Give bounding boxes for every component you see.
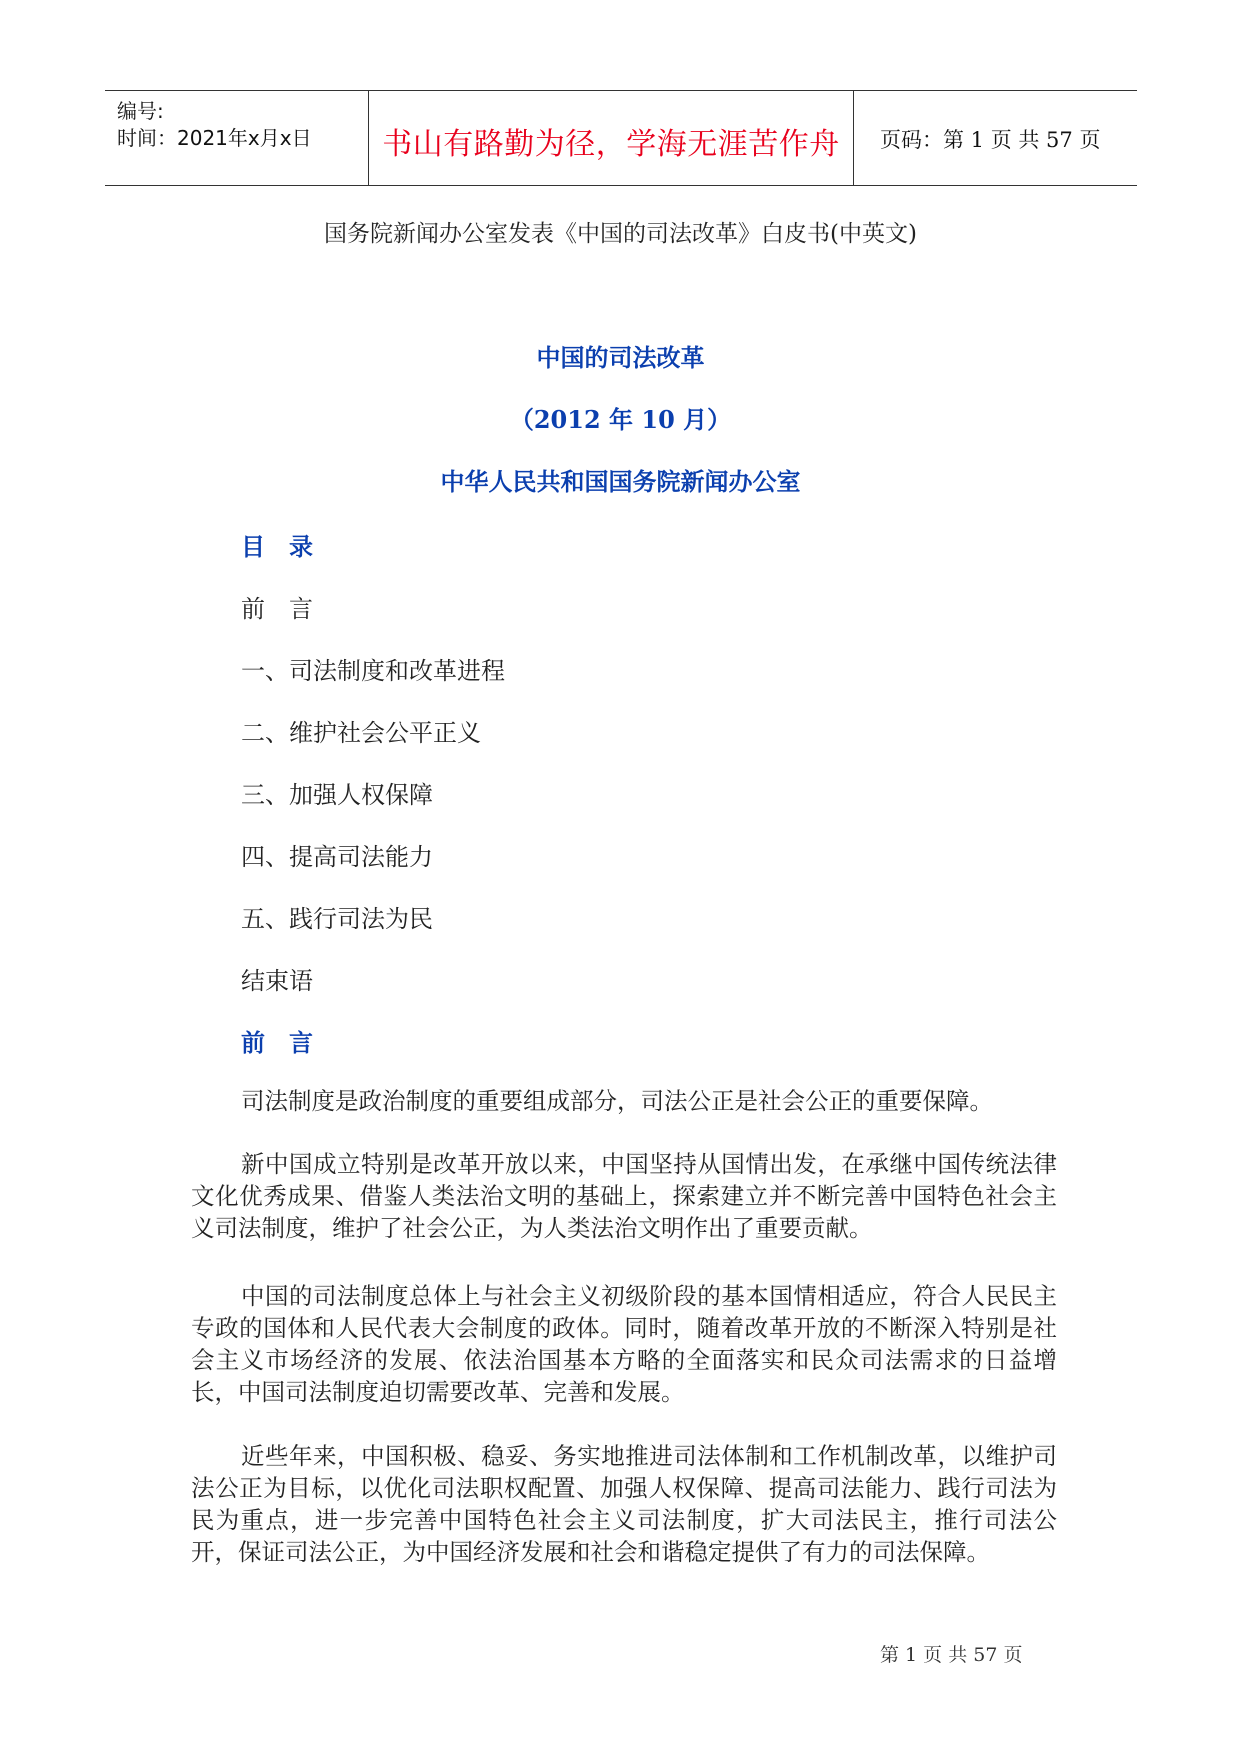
body-paragraph: 司法制度是政治制度的重要组成部分，司法公正是社会公正的重要保障。: [241, 1087, 993, 1115]
document-issuer: 中华人民共和国国务院新闻办公室: [440, 467, 801, 496]
toc-item: 结束语: [241, 967, 313, 995]
toc-item: 前 言: [241, 595, 313, 623]
header-meta-cell: [105, 91, 369, 185]
document-time-label: 时间：2021年x月x日: [117, 126, 312, 150]
header-motto: 书山有路勤为径，学海无涯苦作舟: [382, 127, 840, 162]
document-subtitle: 国务院新闻办公室发表《中国的司法改革》白皮书(中英文): [324, 221, 917, 247]
toc-heading: 目 录: [241, 532, 313, 561]
toc-item: 四、提高司法能力: [241, 843, 433, 871]
header-table: [105, 90, 1137, 186]
toc-item: 三、加强人权保障: [241, 781, 433, 809]
document-number-label: 编号:: [117, 99, 164, 123]
body-paragraph: 中国的司法制度总体上与社会主义初级阶段的基本国情相适应，符合人民民主专政的国体和人民代表大会制度的政体。同时，随着改革开放的不断深入特别是社会主义市场经济的发展、依法治国基本方略的全面落实和民众司法需求的日益增长，中国司法制度迫切需要改革、完善和发展。: [191, 1282, 1057, 1406]
document-title: 中国的司法改革: [536, 343, 705, 372]
header-page-number: 页码：第 1 页 共 57 页: [880, 128, 1101, 152]
toc-item: 五、践行司法为民: [241, 905, 433, 933]
toc-item: 一、司法制度和改革进程: [241, 657, 505, 685]
page-footer: 第 1 页 共 57 页: [880, 1644, 1023, 1666]
body-paragraph: 近些年来，中国积极、稳妥、务实地推进司法体制和工作机制改革，以维护司法公正为目标，以优化司法职权配置、加强人权保障、提高司法能力、践行司法为民为重点，进一步完善中国特色社会主义司法制度，扩大司法民主，推行司法公开，保证司法公正，为中国经济发展和社会和谐稳定提供了有力的司法保障。: [191, 1442, 1057, 1566]
header-page-cell: [854, 91, 1137, 185]
header-motto-cell: [369, 91, 854, 185]
document-date: （2012 年 10 月）: [509, 405, 732, 434]
toc-item: 二、维护社会公平正义: [241, 719, 481, 747]
preface-heading: 前 言: [241, 1028, 313, 1057]
body-paragraph: 新中国成立特别是改革开放以来，中国坚持从国情出发，在承继中国传统法律文化优秀成果、借鉴人类法治文明的基础上，探索建立并不断完善中国特色社会主义司法制度，维护了社会公正，为人类法治文明作出了重要贡献。: [191, 1150, 1057, 1242]
